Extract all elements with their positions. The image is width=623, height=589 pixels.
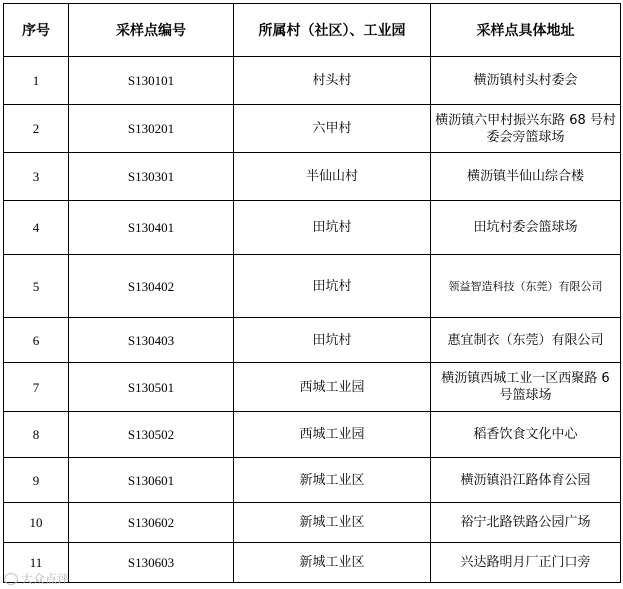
row-code: S130501: [69, 363, 234, 412]
table-row: [4, 543, 621, 583]
row-index: 3: [4, 153, 69, 201]
watermark: [4, 570, 69, 587]
table-row: [4, 458, 621, 503]
row-address: 田坑村委会篮球场: [431, 201, 621, 255]
row-code: S130602: [69, 503, 234, 543]
row-code: S130201: [69, 105, 234, 153]
row-village: 田坑村: [234, 318, 431, 363]
table-row: [4, 57, 621, 105]
row-address: 稻香饮食文化中心: [431, 412, 621, 458]
row-code: S130601: [69, 458, 234, 503]
header-village: 所属村（社区）、工业园: [234, 4, 431, 57]
table-row: [4, 318, 621, 363]
header-index: 序号: [4, 4, 69, 57]
row-village: 西城工业园: [234, 363, 431, 412]
row-address: 横沥镇半仙山综合楼: [431, 153, 621, 201]
header-address: 采样点具体地址: [431, 4, 621, 57]
table-row: [4, 363, 621, 412]
row-index: 7: [4, 363, 69, 412]
row-address: 横沥镇六甲村振兴东路 68 号村委会旁篮球场: [431, 105, 621, 153]
row-village: 西城工业园: [234, 412, 431, 458]
row-address: 横沥镇村头村委会: [431, 57, 621, 105]
row-index: 6: [4, 318, 69, 363]
row-address: 兴达路明月厂正门口旁: [431, 543, 621, 583]
table-row: [4, 105, 621, 153]
row-index: 2: [4, 105, 69, 153]
row-index: 11: [4, 543, 69, 583]
row-village: 六甲村: [234, 105, 431, 153]
row-code: S130502: [69, 412, 234, 458]
row-code: S130603: [69, 543, 234, 583]
row-code: S130401: [69, 201, 234, 255]
row-address: 裕宁北路铁路公园广场: [431, 503, 621, 543]
row-village: 半仙山村: [234, 153, 431, 201]
row-index: 4: [4, 201, 69, 255]
table-header-row: [4, 4, 621, 57]
row-index: 9: [4, 458, 69, 503]
row-village: 新城工业区: [234, 543, 431, 583]
row-village: 田坑村: [234, 255, 431, 318]
table-row: [4, 255, 621, 318]
row-village: 村头村: [234, 57, 431, 105]
watermark-text: 大众点评: [21, 572, 70, 586]
row-index: 8: [4, 412, 69, 458]
row-code: S130402: [69, 255, 234, 318]
weibo-logo-icon: [4, 573, 18, 585]
row-index: 10: [4, 503, 69, 543]
table-row: [4, 412, 621, 458]
table-row: [4, 201, 621, 255]
row-village: 新城工业区: [234, 458, 431, 503]
row-code: S130403: [69, 318, 234, 363]
row-index: 5: [4, 255, 69, 318]
table-row: [4, 153, 621, 201]
sampling-points-table: [3, 3, 621, 583]
row-code: S130301: [69, 153, 234, 201]
row-address: 领益智造科技（东莞）有限公司: [431, 255, 621, 318]
header-code: 采样点编号: [69, 4, 234, 57]
row-index: 1: [4, 57, 69, 105]
row-address: 横沥镇沿江路体育公园: [431, 458, 621, 503]
row-address: 横沥镇西城工业一区西聚路 6 号篮球场: [431, 363, 621, 412]
row-village: 新城工业区: [234, 503, 431, 543]
table-row: [4, 503, 621, 543]
row-code: S130101: [69, 57, 234, 105]
row-address: 惠宜制衣（东莞）有限公司: [431, 318, 621, 363]
row-village: 田坑村: [234, 201, 431, 255]
